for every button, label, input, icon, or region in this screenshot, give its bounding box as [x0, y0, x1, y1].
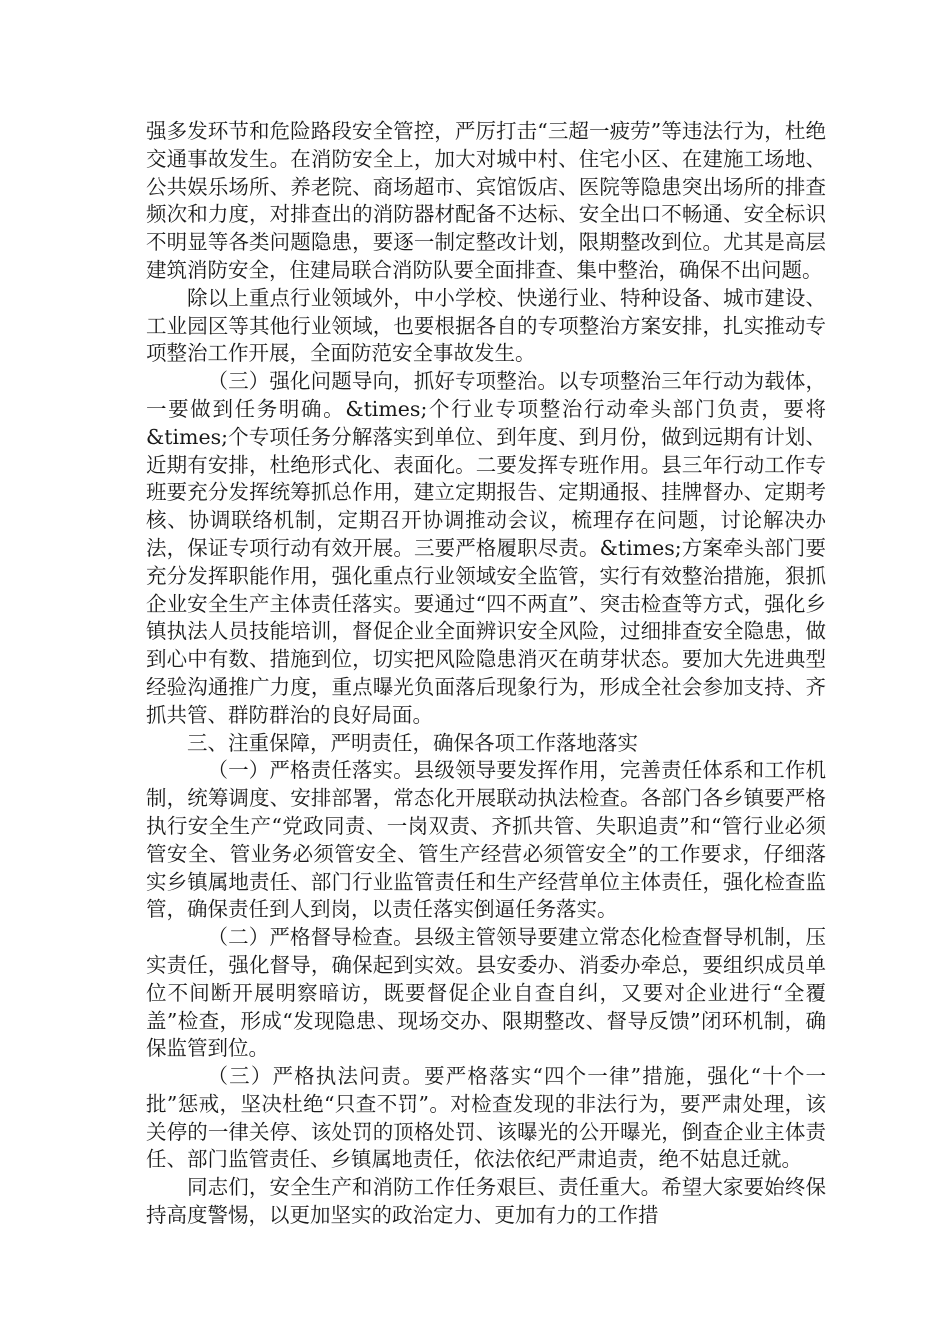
paragraph-special-rectification: （三）强化问题导向，抓好专项整治。以专项整治三年行动为载体，一要做到任务明确。&times;个行业专项整治行动牵头部门负责，要将&times;个专项任务分解落实到单位、到年度、到月份，做到远期有计划、近期有安排，杜绝形式化、表面化。二要发挥专班作用。县三年行动工作专班要充分发挥统筹抓总作用，建立定期报告、定期通报、挂牌督办、定期考核、协调联络机制，定期召开协调推动会议，梳理存在问题，讨论解决办法，保证专项行动有效开展。三要严格履职尽责。&times;方案牵头部门要充分发挥职能作用，强化重点行业领域安全监管，实行有效整治措施，狠抓企业安全生产主体责任落实。要通过“四不两直”、突击检查等方式，强化乡镇执法人员技能培训，督促企业全面辨识安全风险，过细排查安全隐患，做到心中有数、措施到位，切实把风险隐患消灭在萌芽状态。要加大先进典型经验沟通推广力度，重点曝光负面落后现象行为，形成全社会参加支持、齐抓共管、群防群治的良好局面。 — [146, 369, 826, 727]
paragraph-responsibility: （一）严格责任落实。县级领导要发挥作用，完善责任体系和工作机制，统筹调度、安排部署，常态化开展联动执法检查。各部门各乡镇要严格执行安全生产“党政同责、一岗双责、齐抓共管、失职追责”和“管行业必须管安全、管业务必须管安全、管生产经营必须管安全”的工作要求，仔细落实乡镇属地责任、部门行业监管责任和生产经营单位主体责任，强化检查监管，确保责任到人到岗，以责任落实倒逼任务落实。 — [146, 758, 826, 922]
paragraph-other-industries: 除以上重点行业领域外，中小学校、快递行业、特种设备、城市建设、工业园区等其他行业领域，也要根据各自的专项整治方案安排，扎实推动专项整治工作开展，全面防范安全事故发生。 — [146, 285, 826, 366]
document-body — [146, 118, 826, 1230]
paragraph-accountability: （三）严格执法问责。要严格落实“四个一律”措施，强化“十个一批”惩戒，坚决杜绝“只查不罚”。对检查发现的非法行为，要严肃处理，该关停的一律关停、该处罚的顶格处罚、该曝光的公开曝光，倒查企业主体责任、部门监管责任、乡镇属地责任，依法依纪严肃追责，绝不姑息迁就。 — [146, 1064, 826, 1172]
paragraph-supervision: （二）严格督导检查。县级主管领导要建立常态化检查督导机制，压实责任，强化督导，确保起到实效。县安委办、消委办牵总，要组织成员单位不间断开展明察暗访，既要督促企业自查自纠，又要对企业进行“全覆盖”检查，形成“发现隐患、现场交办、限期整改、督导反馈”闭环机制，确保监管到位。 — [146, 925, 826, 1061]
section-heading-guarantee: 三、注重保障，严明责任，确保各项工作落地落实 — [187, 730, 638, 755]
paragraph-traffic-fire-safety: 强多发环节和危险路段安全管控，严厉打击“三超一疲劳”等违法行为，杜绝交通事故发生。在消防安全上，加大对城中村、住宅小区、在建施工场地、公共娱乐场所、养老院、商场超市、宾馆饭店、医院等隐患突出场所的排查频次和力度，对排查出的消防器材配备不达标、安全出口不畅通、安全标识不明显等各类问题隐患，要逐一制定整改计划，限期整改到位。尤其是高层建筑消防安全，住建局联合消防队要全面排查、集中整治，确保不出问题。 — [146, 119, 826, 282]
paragraph-closing: 同志们，安全生产和消防工作任务艰巨、责任重大。希望大家要始终保持高度警惕，以更加坚实的政治定力、更加有力的工作措 — [146, 1175, 826, 1228]
